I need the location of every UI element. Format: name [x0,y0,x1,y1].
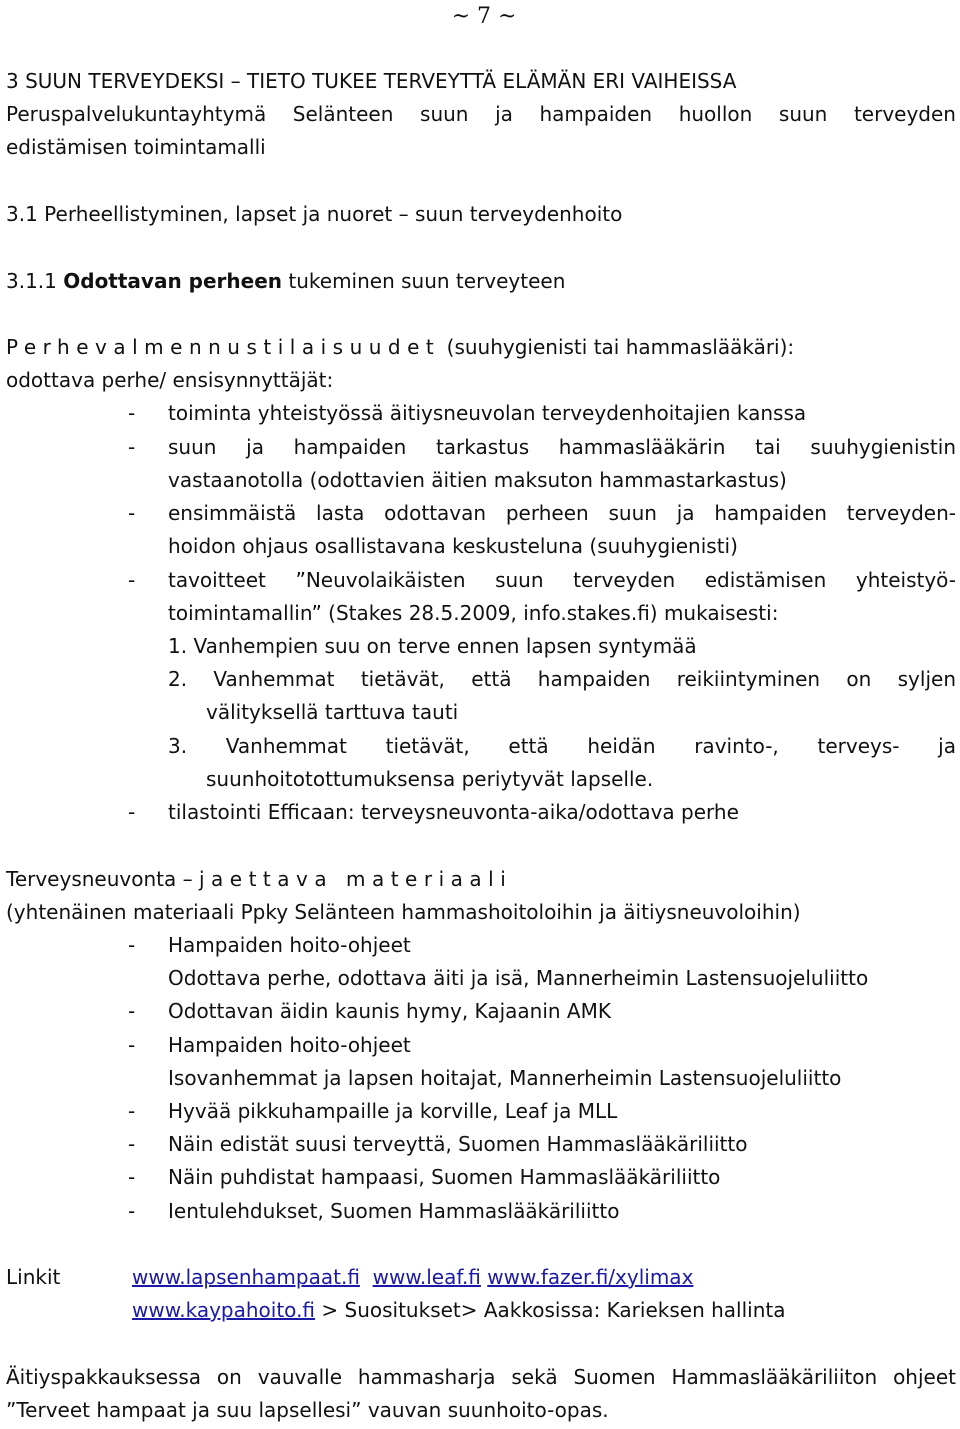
link-lapsenhampaat[interactable]: www.lapsenhampaat.fi [132,1265,360,1289]
material-item: Hampaiden hoito-ohjeet [168,933,411,957]
bullet-dash: - [128,999,136,1023]
bullet-dash: - [128,1165,136,1189]
numbered-item: 2. Vanhemmat tietävät, että hampaiden reikiintyminen on syljen [168,667,956,691]
material-item: Hyvää pikkuhampaille ja korville, Leaf ja MLL [168,1099,618,1123]
link-fazer[interactable]: www.fazer.fi/xylimax [487,1265,694,1289]
services-paren: (suuhygienisti tai hammaslääkäri): [446,335,795,359]
bullet-dash: - [128,501,136,525]
list-item-cont: toimintamallin” (Stakes 28.5.2009, info.stakes.fi) mukaisesti: [168,601,779,625]
material-item: Näin puhdistat hampaasi, Suomen Hammaslääkäriliitto [168,1165,721,1189]
bullet-dash: - [128,1099,136,1123]
link-kaypahoito-path: > Suositukset> Aakkosissa: Karieksen hallinta [315,1298,786,1322]
numbered-item-cont: suunhoitotottumuksensa periytyvät lapselle. [206,767,654,791]
numbered-item-cont: välityksellä tarttuva tauti [206,700,459,724]
services-audience: odottava perhe/ ensisynnyttäjät: [6,368,334,392]
links-row-2 [132,1294,785,1327]
bullet-dash: - [128,800,136,824]
bullet-dash: - [128,1132,136,1156]
material-item: Hampaiden hoito-ohjeet [168,1033,411,1057]
list-item: suun ja hampaiden tarkastus hammaslääkärin tai suuhygienistin [168,435,956,459]
list-item-cont: hoidon ohjaus osallistavana keskusteluna (suuhygienisti) [168,534,738,558]
material-item-cont: Odottava perhe, odottava äiti ja isä, Mannerheimin Lastensuojeluliitto [168,966,869,990]
subsection-number: 3.1.1 [6,269,57,293]
page-number: ~ 7 ~ [451,4,517,29]
link-kaypahoito[interactable]: www.kaypahoito.fi [132,1298,316,1322]
materials-subtitle: (yhtenäinen materiaali Ppky Selänteen hammashoitoloihin ja äitiysneuvoloihin) [6,900,801,924]
subsection-bold: Odottavan perheen [63,269,283,293]
section-title: 3.1 Perheellistyminen, lapset ja nuoret – suun terveydenhoito [6,202,623,226]
services-title [6,331,794,364]
bullet-dash: - [128,568,136,592]
list-item-cont: vastaanotolla (odottavien äitien maksuton hammastarkastus) [168,468,787,492]
list-item: ensimmäistä lasta odottavan perheen suun ja hampaiden terveyden- [168,501,956,525]
bullet-dash: - [128,1033,136,1057]
services-spaced-title: Perhevalmennustilaisuudet [6,335,441,359]
chapter-heading-line3: edistämisen toimintamalli [6,135,266,159]
list-item: tavoitteet ”Neuvolaikäisten suun terveyden edistämisen yhteistyö- [168,568,956,592]
link-leaf[interactable]: www.leaf.fi [372,1265,481,1289]
material-item: Ientulehdukset, Suomen Hammaslääkäriliitto [168,1199,620,1223]
chapter-heading: 3 SUUN TERVEYDEKSI – TIETO TUKEE TERVEYTTÄ ELÄMÄN ERI VAIHEISSA [6,69,737,93]
list-item: toiminta yhteistyössä äitiysneuvolan terveydenhoitajien kanssa [168,401,807,425]
material-item: Odottavan äidin kaunis hymy, Kajaanin AMK [168,999,611,1023]
list-item: tilastointi Efficaan: terveysneuvonta-aika/odottava perhe [168,800,739,824]
subsection-rest: tukeminen suun terveyteen [288,269,566,293]
materials-title-spaced: jaettava materiaali [198,867,513,891]
bullet-dash: - [128,933,136,957]
bullet-dash: - [128,435,136,459]
numbered-item: 1. Vanhempien suu on terve ennen lapsen syntymää [168,634,697,658]
links-label: Linkit [6,1265,61,1289]
material-item: Näin edistät suusi terveyttä, Suomen Hammaslääkäriliitto [168,1132,748,1156]
chapter-heading-line2: Peruspalvelukuntayhtymä Selänteen suun ja hampaiden huollon suun terveyden [6,102,956,126]
links-row-1 [132,1261,693,1294]
closing-line1: Äitiyspakkauksessa on vauvalle hammasharja sekä Suomen Hammaslääkäriliiton ohjeet [6,1365,956,1389]
closing-line2: ”Terveet hampaat ja suu lapsellesi” vauvan suunhoito-opas. [6,1398,609,1422]
subsection-title [6,265,565,298]
materials-title-prefix: Terveysneuvonta – [6,867,193,891]
bullet-dash: - [128,401,136,425]
numbered-item: 3. Vanhemmat tietävät, että heidän ravinto-, terveys- ja [168,734,956,758]
material-item-cont: Isovanhemmat ja lapsen hoitajat, Mannerheimin Lastensuojeluliitto [168,1066,842,1090]
materials-title [6,863,512,896]
bullet-dash: - [128,1199,136,1223]
